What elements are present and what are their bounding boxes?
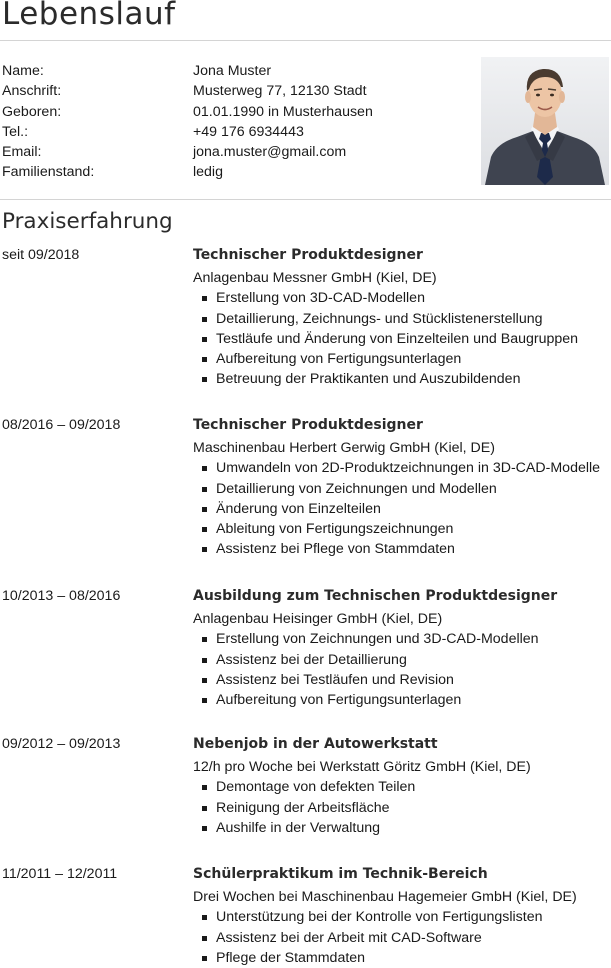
title-divider	[0, 40, 611, 41]
entry-date: 09/2012 – 09/2013	[2, 736, 121, 752]
entry-company: Maschinenbau Herbert Gerwig GmbH (Kiel, DE)	[193, 440, 495, 456]
task-item: Erstellung von Zeichnungen und 3D-CAD-Modellen	[193, 629, 611, 649]
task-item: Unterstützung bei der Kontrolle von Fertigungslisten	[193, 907, 611, 927]
entry-task-list	[193, 777, 611, 838]
personal-row-marital-status	[2, 162, 472, 182]
entry-job-title: Technischer Produktdesigner	[193, 247, 423, 263]
task-item: Änderung von Einzelteilen	[193, 499, 611, 519]
entry-date: 11/2011 – 12/2011	[2, 866, 118, 882]
task-item: Pflege der Stammdaten	[193, 948, 611, 968]
personal-row-name	[2, 61, 472, 81]
entry-job-title: Technischer Produktdesigner	[193, 417, 423, 433]
entry-job-title: Schülerpraktikum im Technik-Bereich	[193, 866, 488, 882]
task-item: Assistenz bei der Detaillierung	[193, 650, 611, 670]
name-value: Jona Muster	[193, 63, 272, 79]
entry-company: 12/h pro Woche bei Werkstatt Göritz GmbH (Kiel, DE)	[193, 759, 531, 775]
task-item: Assistenz bei Pflege von Stammdaten	[193, 539, 611, 559]
task-item: Assistenz bei Testläufen und Revision	[193, 670, 611, 690]
personal-row-address	[2, 81, 472, 101]
personal-row-birth	[2, 102, 472, 122]
task-item: Aufbereitung von Fertigungsunterlagen	[193, 349, 611, 369]
personal-info	[2, 61, 472, 183]
task-item: Erstellung von 3D-CAD-Modellen	[193, 288, 611, 308]
name-label: Name:	[2, 63, 44, 79]
marital-status-value: ledig	[193, 164, 223, 181]
section-divider	[0, 199, 611, 200]
task-item: Detaillierung von Zeichnungen und Modellen	[193, 479, 611, 499]
entry-task-list	[193, 458, 611, 559]
task-item: Ableitung von Fertigungszeichnungen	[193, 519, 611, 539]
task-item: Demontage von defekten Teilen	[193, 777, 611, 797]
entry-date: seit 09/2018	[2, 247, 80, 263]
phone-label: Tel.:	[2, 123, 29, 140]
task-item: Detaillierung, Zeichnungs- und Stücklistenerstellung	[193, 309, 611, 329]
task-item: Umwandeln von 2D-Produktzeichnungen in 3D-CAD-Modelle	[193, 458, 611, 478]
phone-value: +49 176 6934443	[193, 123, 304, 140]
task-item: Aushilfe in der Verwaltung	[193, 818, 611, 838]
birth-label: Geboren:	[2, 103, 62, 120]
task-item: Reinigung der Arbeitsfläche	[193, 798, 611, 818]
entry-company: Anlagenbau Messner GmbH (Kiel, DE)	[193, 270, 437, 286]
profile-photo	[481, 57, 609, 185]
entry-date: 08/2016 – 09/2018	[2, 417, 121, 433]
entry-task-list	[193, 907, 611, 968]
entry-job-title: Nebenjob in der Autowerkstatt	[193, 736, 438, 752]
entry-task-list	[193, 288, 611, 389]
personal-row-phone	[2, 122, 472, 142]
experience-heading: Praxiserfahrung	[2, 209, 173, 234]
birth-value: 01.01.1990 in Musterhausen	[193, 103, 373, 120]
entry-job-title: Ausbildung zum Technischen Produktdesigner	[193, 588, 558, 604]
entry-task-list	[193, 629, 611, 710]
document-title: Lebenslauf	[2, 0, 176, 32]
email-value: jona.muster@gmail.com	[193, 144, 347, 161]
personal-row-email	[2, 142, 472, 162]
task-item: Assistenz bei der Arbeit mit CAD-Software	[193, 928, 611, 948]
marital-status-label: Familienstand:	[2, 164, 95, 181]
email-label: Email:	[2, 144, 42, 161]
entry-date: 10/2013 – 08/2016	[2, 588, 121, 604]
entry-company: Anlagenbau Heisinger GmbH (Kiel, DE)	[193, 611, 443, 627]
task-item: Testläufe und Änderung von Einzelteilen und Baugruppen	[193, 329, 611, 349]
task-item: Betreuung der Praktikanten und Auszubildenden	[193, 369, 611, 389]
task-item: Aufbereitung von Fertigungsunterlagen	[193, 690, 611, 710]
address-value: Musterweg 77, 12130 Stadt	[193, 83, 367, 100]
address-label: Anschrift:	[2, 83, 62, 100]
entry-company: Drei Wochen bei Maschinenbau Hagemeier GmbH (Kiel, DE)	[193, 889, 577, 905]
